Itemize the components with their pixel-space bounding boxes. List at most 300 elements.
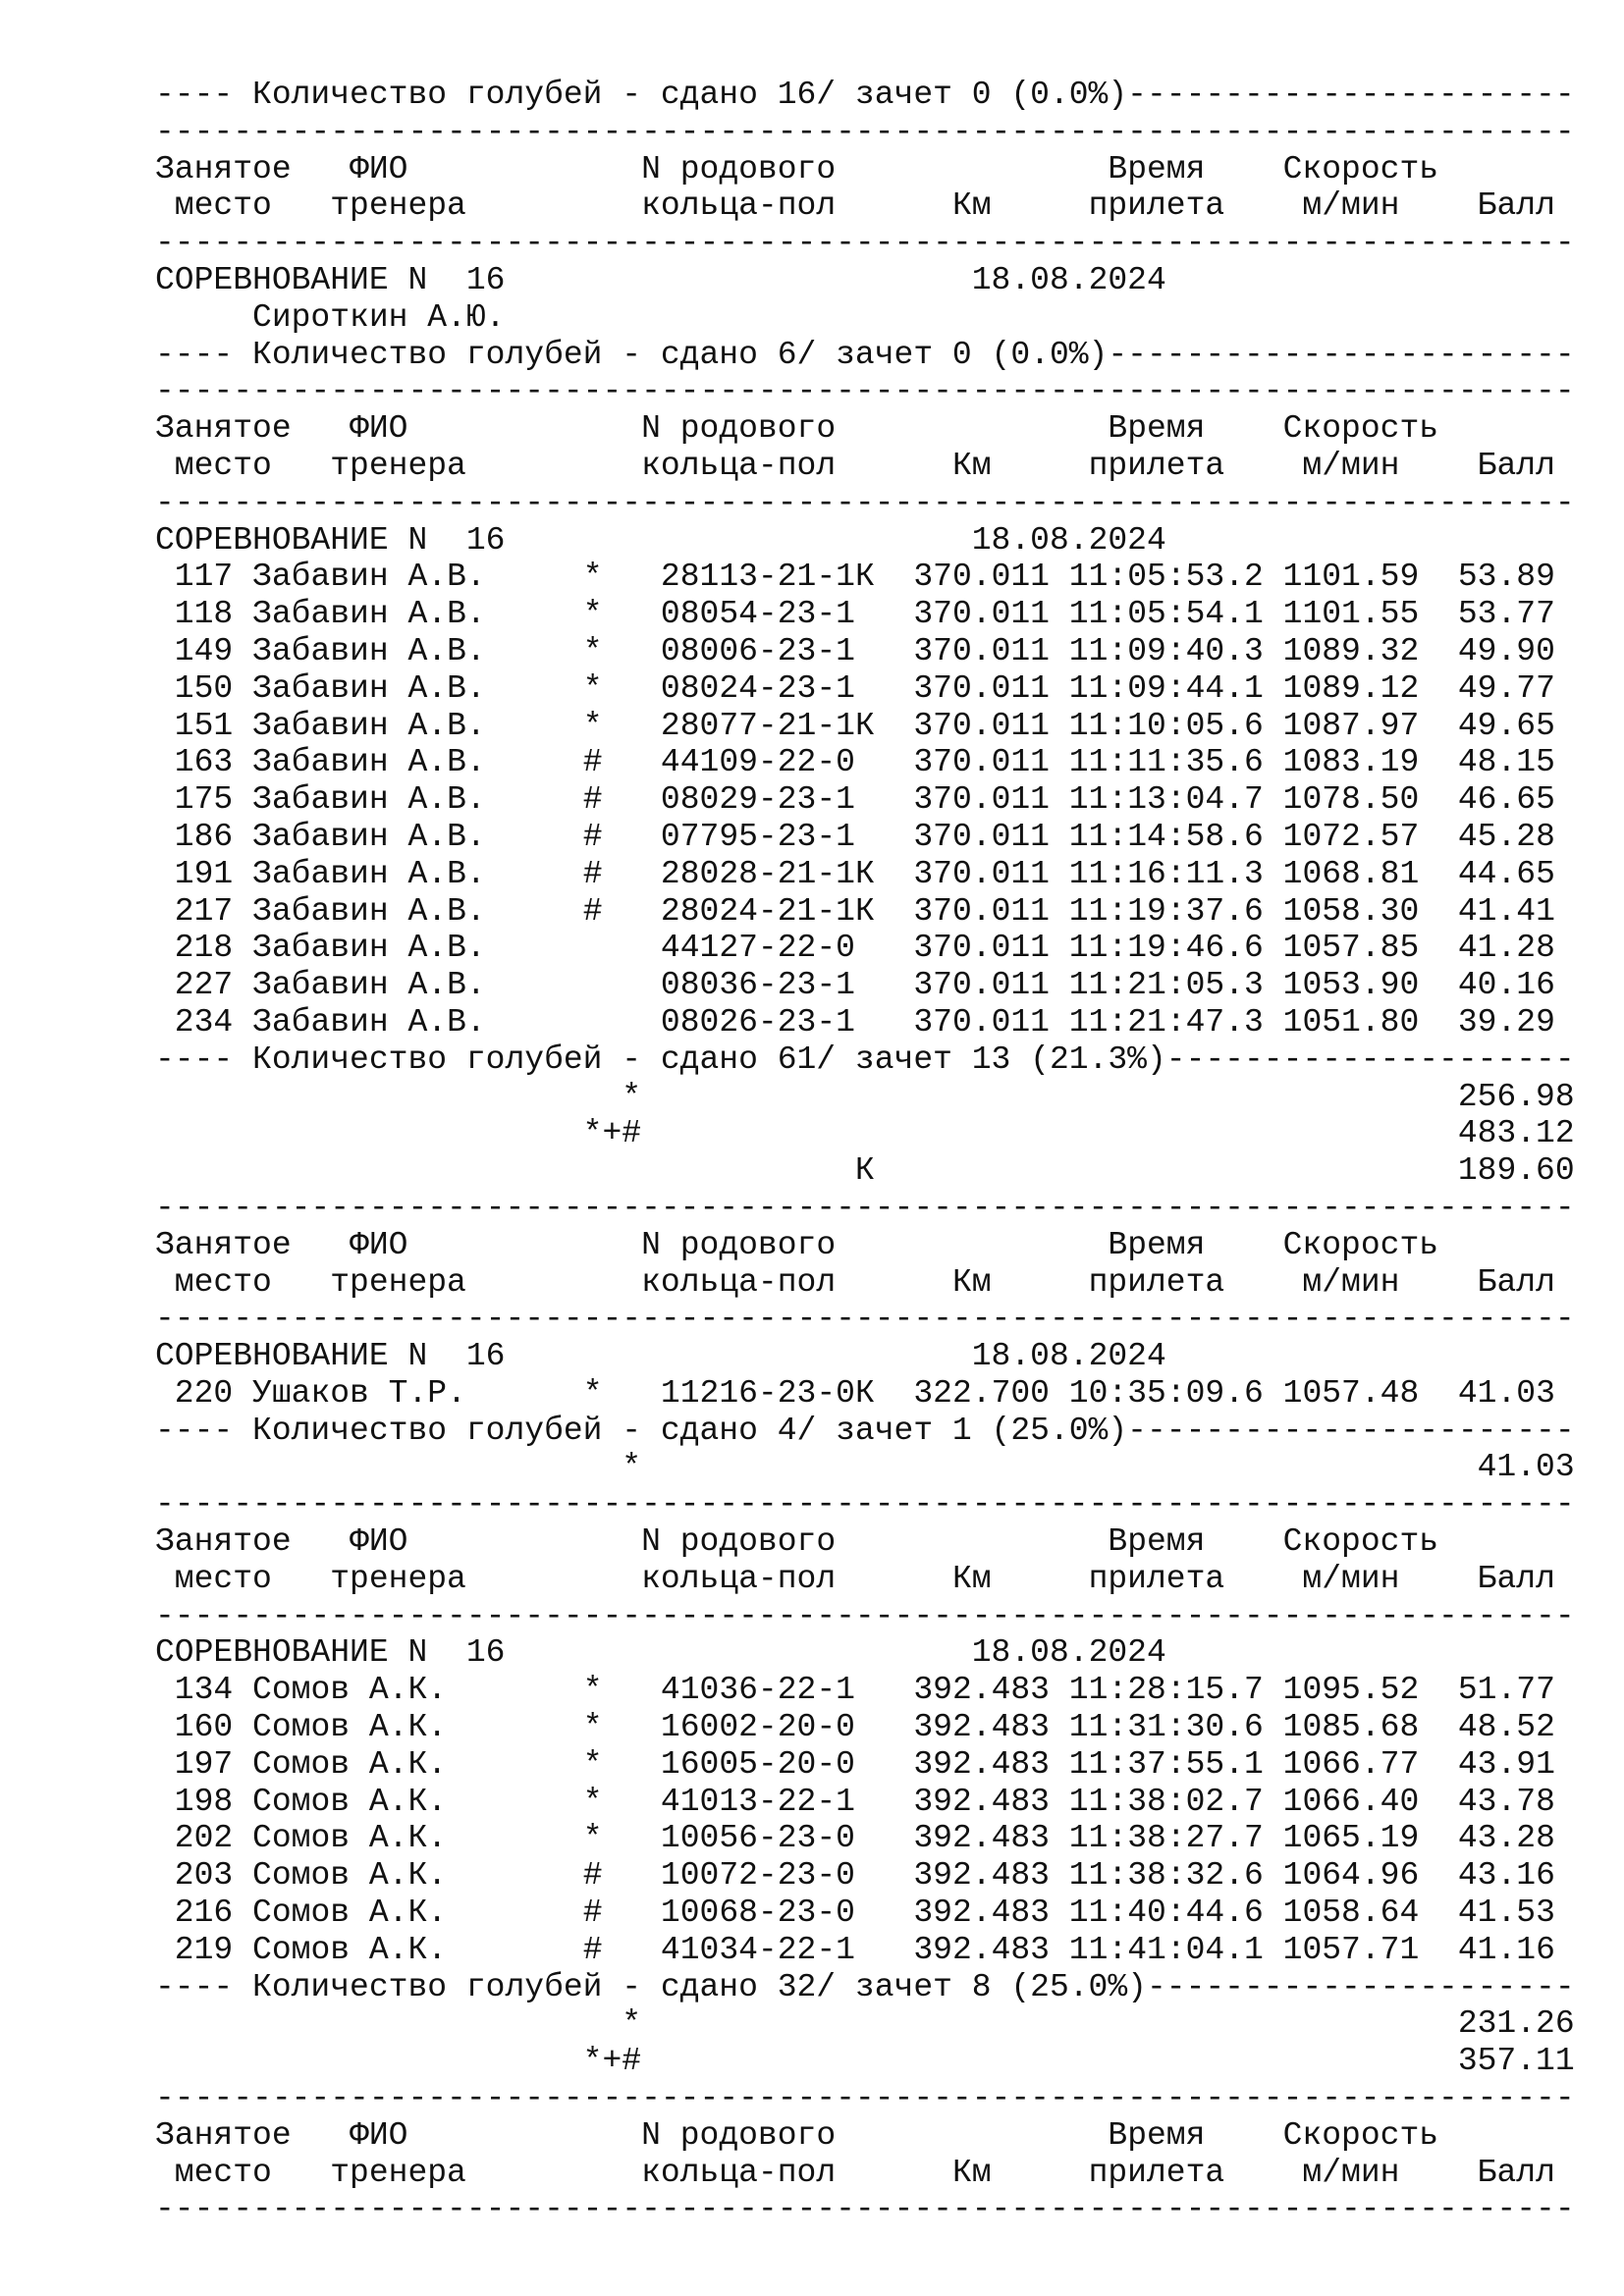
score-cell: 49.77 xyxy=(1438,669,1555,707)
score-cell: 48.52 xyxy=(1438,1709,1555,1746)
place-cell: 219 xyxy=(155,1931,253,1968)
competition-title: СОРЕВНОВАНИЕ N 16 xyxy=(155,261,972,298)
score-cell: 49.65 xyxy=(1438,707,1555,744)
km-cell: 370.011 xyxy=(913,967,1069,1004)
time-cell: 11:09:40.3 xyxy=(1068,632,1283,669)
header-name: ФИО xyxy=(350,1226,642,1263)
table-row xyxy=(155,1672,1575,1709)
ring-cell: 10056-23-0 xyxy=(660,1820,914,1857)
place-cell: 218 xyxy=(155,930,253,967)
header-place: Занятое xyxy=(155,1226,351,1263)
ring-cell: 08036-23-1 xyxy=(660,967,914,1004)
summary-line: ---- Количество голубей - сдано 6/ зачет 0 (0.0%)------------------------ xyxy=(155,336,1575,373)
table-row xyxy=(155,893,1575,931)
km-cell: 392.483 xyxy=(913,1895,1069,1932)
table-row xyxy=(155,708,1575,745)
score-cell: 43.91 xyxy=(1438,1745,1555,1783)
score-cell: 53.77 xyxy=(1438,596,1555,633)
score-cell: 41.41 xyxy=(1438,892,1555,930)
mark-cell: * xyxy=(582,596,661,633)
place-cell: 118 xyxy=(155,596,253,633)
header-ring: кольца-пол xyxy=(641,1560,952,1597)
header-time: прилета xyxy=(1088,1560,1303,1597)
separator-line: ------------------------------------------------------------------------- xyxy=(155,1486,1575,1523)
total-value: 41.03 xyxy=(641,1449,1575,1486)
score-cell: 41.03 xyxy=(1438,1374,1555,1412)
separator-line: ------------------------------------------------------------------------- xyxy=(155,484,1575,521)
name-cell: Забавин А.В. xyxy=(252,855,583,892)
km-cell: 370.011 xyxy=(913,669,1069,707)
time-cell: 10:35:09.6 xyxy=(1068,1374,1283,1412)
name-cell: Ушаков Т.Р. xyxy=(252,1374,583,1412)
ring-cell: 16002-20-0 xyxy=(660,1709,914,1746)
total-line xyxy=(155,1115,1575,1152)
time-cell: 11:37:55.1 xyxy=(1068,1745,1283,1783)
km-cell: 370.011 xyxy=(913,596,1069,633)
column-header-line-1 xyxy=(155,1227,1575,1264)
name-cell: Сомов А.К. xyxy=(252,1672,583,1709)
table-row xyxy=(155,1746,1575,1784)
ring-cell: 28077-21-1К xyxy=(660,707,914,744)
header-time: Время xyxy=(1108,2116,1283,2154)
column-header-line-1 xyxy=(155,410,1575,448)
competition-line xyxy=(155,262,1575,299)
time-cell: 11:41:04.1 xyxy=(1068,1931,1283,1968)
competition-date: 18.08.2024 xyxy=(971,521,1166,559)
ring-cell: 44109-22-0 xyxy=(660,744,914,781)
mark-cell xyxy=(583,967,661,1003)
place-cell: 203 xyxy=(155,1857,253,1895)
competition-title: СОРЕВНОВАНИЕ N 16 xyxy=(155,1338,972,1375)
score-cell: 43.28 xyxy=(1438,1820,1555,1857)
ring-cell: 28113-21-1К xyxy=(660,559,914,596)
place-cell: 197 xyxy=(155,1745,253,1783)
place-cell: 186 xyxy=(155,818,253,855)
header-place: место xyxy=(155,187,331,225)
time-cell: 11:21:05.3 xyxy=(1068,967,1283,1004)
table-row xyxy=(155,1784,1575,1821)
name-cell: Забавин А.В. xyxy=(252,967,583,1004)
total-label: * xyxy=(155,1449,642,1486)
header-km: Км xyxy=(951,447,1089,484)
header-speed: Скорость xyxy=(1282,2116,1439,2154)
ring-cell: 07795-23-1 xyxy=(660,818,914,855)
total-line xyxy=(155,1079,1575,1116)
table-row xyxy=(155,930,1575,967)
header-ring: кольца-пол xyxy=(641,1263,952,1301)
header-name: ФИО xyxy=(350,2116,642,2154)
header-time: прилета xyxy=(1088,187,1303,225)
place-cell: 117 xyxy=(155,559,253,596)
table-row xyxy=(155,1857,1575,1895)
total-line xyxy=(155,1449,1575,1486)
time-cell: 11:38:27.7 xyxy=(1068,1820,1283,1857)
total-value: 231.26 xyxy=(641,2005,1575,2043)
time-cell: 11:38:02.7 xyxy=(1068,1783,1283,1820)
header-km: Км xyxy=(951,2154,1089,2191)
column-header-line-2 xyxy=(155,448,1575,485)
table-row xyxy=(155,819,1575,856)
mark-cell: # xyxy=(582,1931,661,1968)
mark-cell: # xyxy=(582,781,661,819)
column-header-line-1 xyxy=(155,1523,1575,1561)
table-row xyxy=(155,967,1575,1004)
mark-cell: * xyxy=(582,1374,661,1412)
time-cell: 11:05:53.2 xyxy=(1068,559,1283,596)
header-score: Балл xyxy=(1477,1560,1555,1597)
km-cell: 370.011 xyxy=(913,781,1069,819)
header-ring: N родового xyxy=(641,410,1109,448)
total-label: *+# xyxy=(155,2043,642,2080)
header-speed: м/мин xyxy=(1302,1263,1478,1301)
mark-cell: # xyxy=(582,855,661,892)
table-row xyxy=(155,1709,1575,1746)
total-line xyxy=(155,2043,1575,2080)
header-name: тренера xyxy=(330,2154,642,2191)
name-cell: Забавин А.В. xyxy=(252,892,583,930)
speed-cell: 1051.80 xyxy=(1282,1003,1439,1041)
header-ring: кольца-пол xyxy=(641,447,952,484)
ring-cell: 41036-22-1 xyxy=(660,1672,914,1709)
time-cell: 11:21:47.3 xyxy=(1068,1003,1283,1041)
time-cell: 11:28:15.7 xyxy=(1068,1672,1283,1709)
total-label: * xyxy=(155,1078,642,1115)
score-cell: 46.65 xyxy=(1438,781,1555,819)
header-place: место xyxy=(155,1263,331,1301)
place-cell: 150 xyxy=(155,669,253,707)
header-speed: Скорость xyxy=(1282,1226,1439,1263)
header-time: Время xyxy=(1108,1226,1283,1263)
column-header-line-2 xyxy=(155,1264,1575,1302)
place-cell: 198 xyxy=(155,1783,253,1820)
name-cell: Сомов А.К. xyxy=(252,1820,583,1857)
km-cell: 392.483 xyxy=(913,1672,1069,1709)
header-name: тренера xyxy=(330,1263,642,1301)
header-time: Время xyxy=(1108,150,1283,187)
speed-cell: 1101.55 xyxy=(1282,596,1439,633)
header-ring: кольца-пол xyxy=(641,187,952,225)
ring-cell: 41034-22-1 xyxy=(660,1931,914,1968)
table-row xyxy=(155,1004,1575,1041)
km-cell: 370.011 xyxy=(913,818,1069,855)
header-place: Занятое xyxy=(155,150,351,187)
score-cell: 51.77 xyxy=(1438,1672,1555,1709)
km-cell: 370.011 xyxy=(913,632,1069,669)
total-line xyxy=(155,1152,1575,1190)
name-cell: Забавин А.В. xyxy=(252,669,583,707)
table-row xyxy=(155,559,1575,596)
score-cell: 41.28 xyxy=(1438,930,1555,967)
summary-line: ---- Количество голубей - сдано 61/ зачет 13 (21.3%)--------------------- xyxy=(155,1041,1575,1078)
table-row xyxy=(155,781,1575,819)
speed-cell: 1068.81 xyxy=(1282,855,1439,892)
place-cell: 217 xyxy=(155,892,253,930)
speed-cell: 1072.57 xyxy=(1282,818,1439,855)
header-km: Км xyxy=(951,1560,1089,1597)
competition-line xyxy=(155,1338,1575,1375)
header-time: прилета xyxy=(1088,1263,1303,1301)
mark-cell: * xyxy=(582,1672,661,1709)
column-header-line-1 xyxy=(155,2117,1575,2155)
total-label: * xyxy=(155,2005,642,2043)
competition-title: СОРЕВНОВАНИЕ N 16 xyxy=(155,1634,972,1672)
name-cell: Сомов А.К. xyxy=(252,1895,583,1932)
competition-date: 18.08.2024 xyxy=(971,1338,1166,1375)
speed-cell: 1095.52 xyxy=(1282,1672,1439,1709)
place-cell: 227 xyxy=(155,967,253,1004)
speed-cell: 1066.77 xyxy=(1282,1745,1439,1783)
speed-cell: 1065.19 xyxy=(1282,1820,1439,1857)
ring-cell: 11216-23-0К xyxy=(660,1374,914,1412)
header-name: ФИО xyxy=(350,1523,642,1561)
speed-cell: 1083.19 xyxy=(1282,744,1439,781)
km-cell: 392.483 xyxy=(913,1745,1069,1783)
speed-cell: 1101.59 xyxy=(1282,559,1439,596)
place-cell: 220 xyxy=(155,1374,253,1412)
place-cell: 160 xyxy=(155,1709,253,1746)
km-cell: 392.483 xyxy=(913,1783,1069,1820)
km-cell: 370.011 xyxy=(913,559,1069,596)
table-row xyxy=(155,1895,1575,1932)
mark-cell: * xyxy=(582,1745,661,1783)
competition-line xyxy=(155,1634,1575,1672)
header-time: Время xyxy=(1108,410,1283,448)
separator-line: ------------------------------------------------------------------------- xyxy=(155,373,1575,410)
header-ring: N родового xyxy=(641,150,1109,187)
place-cell: 234 xyxy=(155,1003,253,1041)
ring-cell: 08054-23-1 xyxy=(660,596,914,633)
separator-line: ------------------------------------------------------------------------- xyxy=(155,1189,1575,1226)
place-cell: 151 xyxy=(155,707,253,744)
name-cell: Забавин А.В. xyxy=(252,744,583,781)
time-cell: 11:38:32.6 xyxy=(1068,1857,1283,1895)
speed-cell: 1064.96 xyxy=(1282,1857,1439,1895)
ring-cell: 10072-23-0 xyxy=(660,1857,914,1895)
mark-cell xyxy=(583,1004,661,1041)
mark-cell: # xyxy=(582,744,661,781)
km-cell: 370.011 xyxy=(913,855,1069,892)
place-cell: 149 xyxy=(155,632,253,669)
competition-line xyxy=(155,522,1575,560)
score-cell: 49.90 xyxy=(1438,632,1555,669)
total-label: *+# xyxy=(155,1115,642,1152)
name-cell: Забавин А.В. xyxy=(252,559,583,596)
score-cell: 45.28 xyxy=(1438,818,1555,855)
name-cell: Забавин А.В. xyxy=(252,1003,583,1041)
header-place: место xyxy=(155,447,331,484)
speed-cell: 1078.50 xyxy=(1282,781,1439,819)
summary-line: ---- Количество голубей - сдано 32/ зачет 8 (25.0%)---------------------- xyxy=(155,1968,1575,2005)
header-time: Время xyxy=(1108,1523,1283,1561)
header-ring: N родового xyxy=(641,2116,1109,2154)
name-cell: Забавин А.В. xyxy=(252,930,583,967)
km-cell: 370.011 xyxy=(913,892,1069,930)
km-cell: 392.483 xyxy=(913,1820,1069,1857)
ring-cell: 08024-23-1 xyxy=(660,669,914,707)
name-cell: Сомов А.К. xyxy=(252,1857,583,1895)
summary-line: ---- Количество голубей - сдано 16/ зачет 0 (0.0%)----------------------- xyxy=(155,77,1575,113)
mark-cell: * xyxy=(582,669,661,707)
header-speed: м/мин xyxy=(1302,2154,1478,2191)
speed-cell: 1089.32 xyxy=(1282,632,1439,669)
km-cell: 392.483 xyxy=(913,1709,1069,1746)
name-cell: Забавин А.В. xyxy=(252,818,583,855)
km-cell: 370.011 xyxy=(913,930,1069,967)
mark-cell: # xyxy=(582,1857,661,1895)
total-label: К xyxy=(155,1152,875,1190)
competition-date: 18.08.2024 xyxy=(971,1634,1166,1672)
km-cell: 370.011 xyxy=(913,1003,1069,1041)
separator-line: ------------------------------------------------------------------------- xyxy=(155,1597,1575,1634)
header-score: Балл xyxy=(1477,447,1555,484)
header-place: место xyxy=(155,2154,331,2191)
header-time: прилета xyxy=(1088,2154,1303,2191)
table-row xyxy=(155,1820,1575,1857)
ring-cell: 08026-23-1 xyxy=(660,1003,914,1041)
table-row xyxy=(155,633,1575,670)
header-speed: м/мин xyxy=(1302,187,1478,225)
time-cell: 11:19:46.6 xyxy=(1068,930,1283,967)
table-row xyxy=(155,744,1575,781)
header-score: Балл xyxy=(1477,1263,1555,1301)
mark-cell: # xyxy=(582,892,661,930)
header-name: тренера xyxy=(330,1560,642,1597)
ring-cell: 41013-22-1 xyxy=(660,1783,914,1820)
name-cell: Забавин А.В. xyxy=(252,781,583,819)
competition-date: 18.08.2024 xyxy=(971,261,1166,298)
separator-line: ------------------------------------------------------------------------- xyxy=(155,2191,1575,2228)
total-value: 256.98 xyxy=(641,1078,1575,1115)
score-cell: 48.15 xyxy=(1438,744,1555,781)
score-cell: 39.29 xyxy=(1438,1003,1555,1041)
time-cell: 11:40:44.6 xyxy=(1068,1895,1283,1932)
score-cell: 43.78 xyxy=(1438,1783,1555,1820)
table-row xyxy=(155,596,1575,633)
header-place: Занятое xyxy=(155,2116,351,2154)
header-name: ФИО xyxy=(350,410,642,448)
score-cell: 43.16 xyxy=(1438,1857,1555,1895)
km-cell: 392.483 xyxy=(913,1857,1069,1895)
header-speed: м/мин xyxy=(1302,1560,1478,1597)
header-place: Занятое xyxy=(155,1523,351,1561)
time-cell: 11:05:54.1 xyxy=(1068,596,1283,633)
speed-cell: 1066.40 xyxy=(1282,1783,1439,1820)
mark-cell: * xyxy=(582,559,661,596)
mark-cell: * xyxy=(582,1783,661,1820)
table-row xyxy=(155,1932,1575,1969)
header-place: Занятое xyxy=(155,410,351,448)
competition-title: СОРЕВНОВАНИЕ N 16 xyxy=(155,521,972,559)
km-cell: 370.011 xyxy=(913,744,1069,781)
place-cell: 134 xyxy=(155,1672,253,1709)
separator-line: ------------------------------------------------------------------------- xyxy=(155,2080,1575,2117)
speed-cell: 1057.85 xyxy=(1282,930,1439,967)
mark-cell: # xyxy=(582,1895,661,1932)
header-ring: N родового xyxy=(641,1226,1109,1263)
total-line xyxy=(155,2005,1575,2043)
mark-cell: * xyxy=(582,632,661,669)
speed-cell: 1057.71 xyxy=(1282,1931,1439,1968)
name-cell: Забавин А.В. xyxy=(252,632,583,669)
score-cell: 41.16 xyxy=(1438,1931,1555,1968)
separator-line: ------------------------------------------------------------------------- xyxy=(155,1301,1575,1338)
place-cell: 202 xyxy=(155,1820,253,1857)
km-cell: 370.011 xyxy=(913,707,1069,744)
separator-line: ------------------------------------------------------------------------- xyxy=(155,225,1575,262)
total-value: 357.11 xyxy=(641,2043,1575,2080)
header-time: прилета xyxy=(1088,447,1303,484)
header-name: тренера xyxy=(330,187,642,225)
speed-cell: 1085.68 xyxy=(1282,1709,1439,1746)
header-ring: N родового xyxy=(641,1523,1109,1561)
header-ring: кольца-пол xyxy=(641,2154,952,2191)
header-name: ФИО xyxy=(350,150,642,187)
name-cell: Сомов А.К. xyxy=(252,1931,583,1968)
score-cell: 41.53 xyxy=(1438,1895,1555,1932)
time-cell: 11:31:30.6 xyxy=(1068,1709,1283,1746)
place-cell: 216 xyxy=(155,1895,253,1932)
header-name: тренера xyxy=(330,447,642,484)
speed-cell: 1057.48 xyxy=(1282,1374,1439,1412)
score-cell: 40.16 xyxy=(1438,967,1555,1004)
score-cell: 53.89 xyxy=(1438,559,1555,596)
ring-cell: 28028-21-1К xyxy=(660,855,914,892)
time-cell: 11:09:44.1 xyxy=(1068,669,1283,707)
ring-cell: 28024-21-1К xyxy=(660,892,914,930)
column-header-line-2 xyxy=(155,1561,1575,1598)
speed-cell: 1053.90 xyxy=(1282,967,1439,1004)
mark-cell: * xyxy=(582,707,661,744)
place-cell: 191 xyxy=(155,855,253,892)
ring-cell: 08029-23-1 xyxy=(660,781,914,819)
total-value: 483.12 xyxy=(641,1115,1575,1152)
summary-line: ---- Количество голубей - сдано 4/ зачет 1 (25.0%)----------------------- xyxy=(155,1412,1575,1449)
name-cell: Забавин А.В. xyxy=(252,596,583,633)
header-km: Км xyxy=(951,1263,1089,1301)
header-score: Балл xyxy=(1477,2154,1555,2191)
header-place: место xyxy=(155,1560,331,1597)
speed-cell: 1058.30 xyxy=(1282,892,1439,930)
header-speed: Скорость xyxy=(1282,1523,1439,1561)
ring-cell: 08006-23-1 xyxy=(660,632,914,669)
speed-cell: 1087.97 xyxy=(1282,707,1439,744)
column-header-line-2 xyxy=(155,187,1575,225)
place-cell: 175 xyxy=(155,781,253,819)
header-speed: Скорость xyxy=(1282,150,1439,187)
name-cell: Сомов А.К. xyxy=(252,1709,583,1746)
column-header-line-2 xyxy=(155,2155,1575,2192)
time-cell: 11:19:37.6 xyxy=(1068,892,1283,930)
speed-cell: 1058.64 xyxy=(1282,1895,1439,1932)
ring-cell: 44127-22-0 xyxy=(660,930,914,967)
name-cell: Забавин А.В. xyxy=(252,707,583,744)
total-value: 189.60 xyxy=(874,1152,1575,1190)
time-cell: 11:10:05.6 xyxy=(1068,707,1283,744)
place-cell: 163 xyxy=(155,744,253,781)
name-cell: Сомов А.К. xyxy=(252,1745,583,1783)
time-cell: 11:13:04.7 xyxy=(1068,781,1283,819)
km-cell: 322.700 xyxy=(913,1374,1069,1412)
header-score: Балл xyxy=(1477,187,1555,225)
table-row xyxy=(155,670,1575,708)
owner-name: Сироткин А.Ю. xyxy=(155,298,506,336)
time-cell: 11:11:35.6 xyxy=(1068,744,1283,781)
name-cell: Сомов А.К. xyxy=(252,1783,583,1820)
table-row xyxy=(155,1375,1575,1413)
mark-cell: * xyxy=(582,1820,661,1857)
ring-cell: 10068-23-0 xyxy=(660,1895,914,1932)
table-row xyxy=(155,856,1575,893)
